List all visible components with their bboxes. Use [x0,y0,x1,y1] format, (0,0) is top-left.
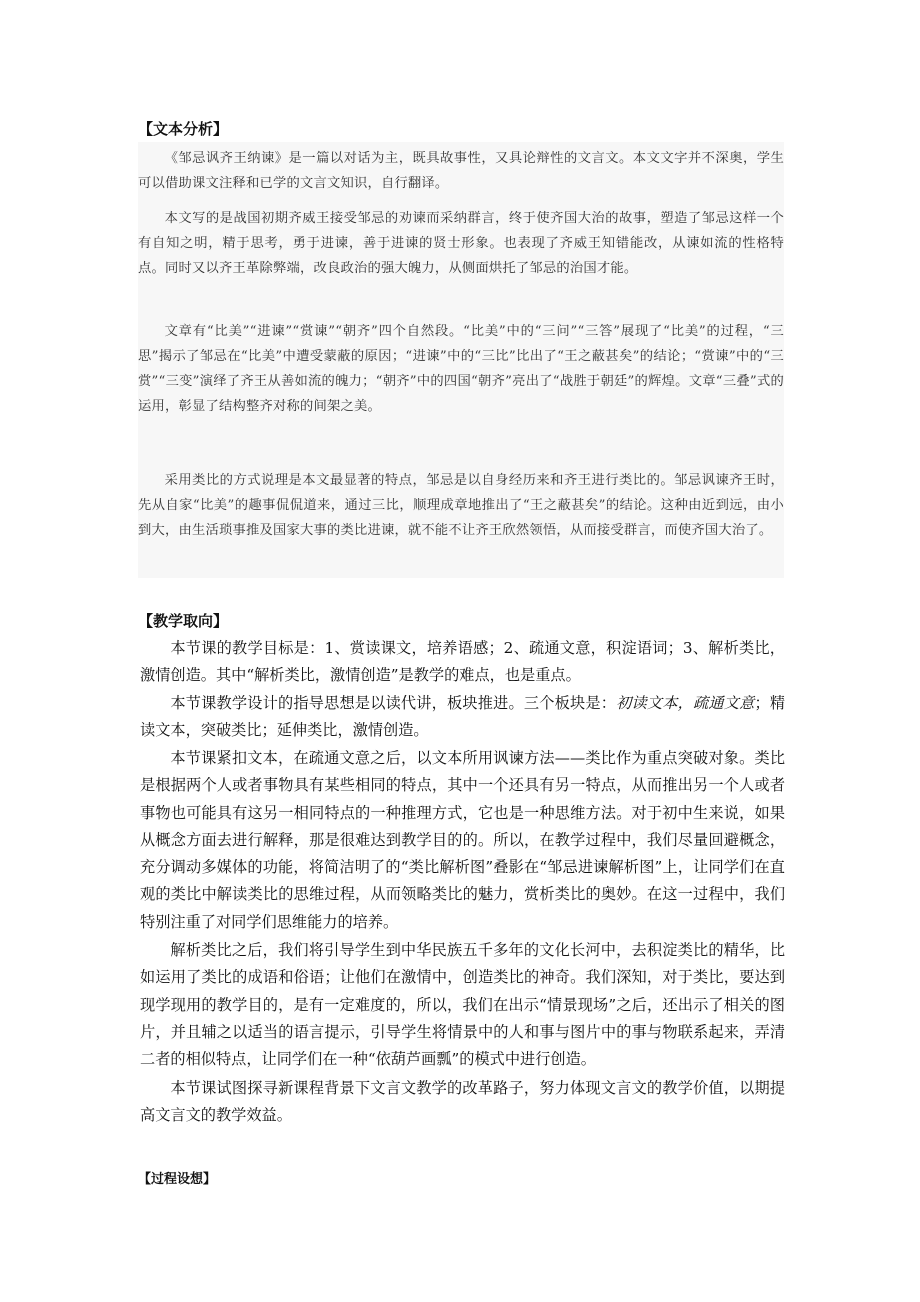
guiding-idea-tail: ；精读文本，突破类比；延伸类比，激情创造。 [140,694,786,740]
teaching-goals-paragraph: 本节课的教学目标是：1、赏读课文，培养语感；2、疏通文意，积淀语词；3、解析类比，激情创造。其中“解析类比，激情创造”是教学的难点，也是重点。 [140,639,785,685]
text-analysis-box [138,142,784,578]
analysis-paragraph: 本文写的是战国初期齐威王接受邹忌的劝谏而采纳群言，终于使齐国大治的故事，塑造了邹忌这样一个有自知之明，精于思考，勇于进谏，善于进谏的贤士形象。也表现了齐威王知错能改，从谏如流的性格特点。同时又以齐王革除弊端，改良政治的强大魄力，从侧面烘托了邹忌的治国才能。 [138,211,784,276]
section-heading-process: 【过程设想】 [138,1172,217,1187]
analysis-paragraph: 《邹忌讽齐王纳谏》是一篇以对话为主，既具故事性，又具论辩性的文言文。本文文字并不深奥，学生可以借助课文注释和已学的文言文知识，自行翻译。 [138,151,784,191]
analogy-focus-paragraph: 本节课紧扣文本，在疏通文意之后，以文本所用讽谏方法——类比作为重点突破对象。类比是根据两个人或者事物具有某些相同的特点，其中一个还具有另一特点，从而推出另一个人或者事物也可能具有这另一相同特点的一种推理方式，它也是一种思维方法。对于初中生来说，如果从概念方面去进行解释，那是很难达到教学目的的。所以，在教学过程中，我们尽量回避概念，充分调动多媒体的功能，将简洁明了的“类比解析图”叠影在“邹忌进谏解析图”上，让同学们在直观的类比中解读类比的思维过程，从而领略类比的魅力，赏析类比的奥妙。在这一过程中，我们特别注重了对同学们思维能力的培养。 [140,749,785,931]
analysis-paragraph: 文章有“比美”“进谏”“赏谏”“朝齐”四个自然段。“比美”中的“三问”“三答”展现了“比美”的过程，“三思”揭示了邹忌在“比美”中遭受蒙蔽的原因；“进谏”中的“三比”比出了“王之蔽甚矣”的结论；“赏谏”中的“三赏”“三变”演绎了齐王从善如流的魄力；“朝齐”中的四国“朝齐”亮出了“战胜于朝廷”的辉煌。文章“三叠”式的运用，彰显了结构整齐对称的间架之美。 [138,324,784,414]
guiding-idea-paragraph [140,690,785,745]
guiding-idea-lead: 本节课教学设计的指导思想是以读代讲，板块推进。三个板块是： [170,694,617,712]
guiding-idea-italic: 初读文本，疏通文意 [616,694,755,712]
section-heading-teaching-orientation: 【教学取向】 [138,612,229,630]
analysis-paragraph: 采用类比的方式说理是本文最显著的特点，邹忌是以自身经历来和齐王进行类比的。邹忌讽谏齐王时，先从自家“比美”的趣事侃侃道来，通过三比，顺理成章地推出了“王之蔽甚矣”的结论。这种由近到远，由小到大，由生活琐事推及国家大事的类比进谏，就不能不让齐王欣然领悟，从而接受群言，而使齐国大治了。 [138,473,784,538]
lesson-value-paragraph: 本节课试图探寻新课程背景下文言文教学的改革路子，努力体现文言文的教学价值，以期提高文言文的教学效益。 [140,1079,785,1125]
analogy-extension-paragraph: 解析类比之后，我们将引导学生到中华民族五千多年的文化长河中，去积淀类比的精华，比如运用了类比的成语和俗语；让他们在激情中，创造类比的神奇。我们深知，对于类比，要达到现学现用的教学目的，是有一定难度的，所以，我们在出示“情景现场”之后，还出示了相关的图片，并且辅之以适当的语言提示，引导学生将情景中的人和事与图片中的事与物联系起来，弄清二者的相似特点，让同学们在一种“依葫芦画瓢”的模式中进行创造。 [140,941,785,1069]
section-heading-text-analysis: 【文本分析】 [138,120,229,138]
